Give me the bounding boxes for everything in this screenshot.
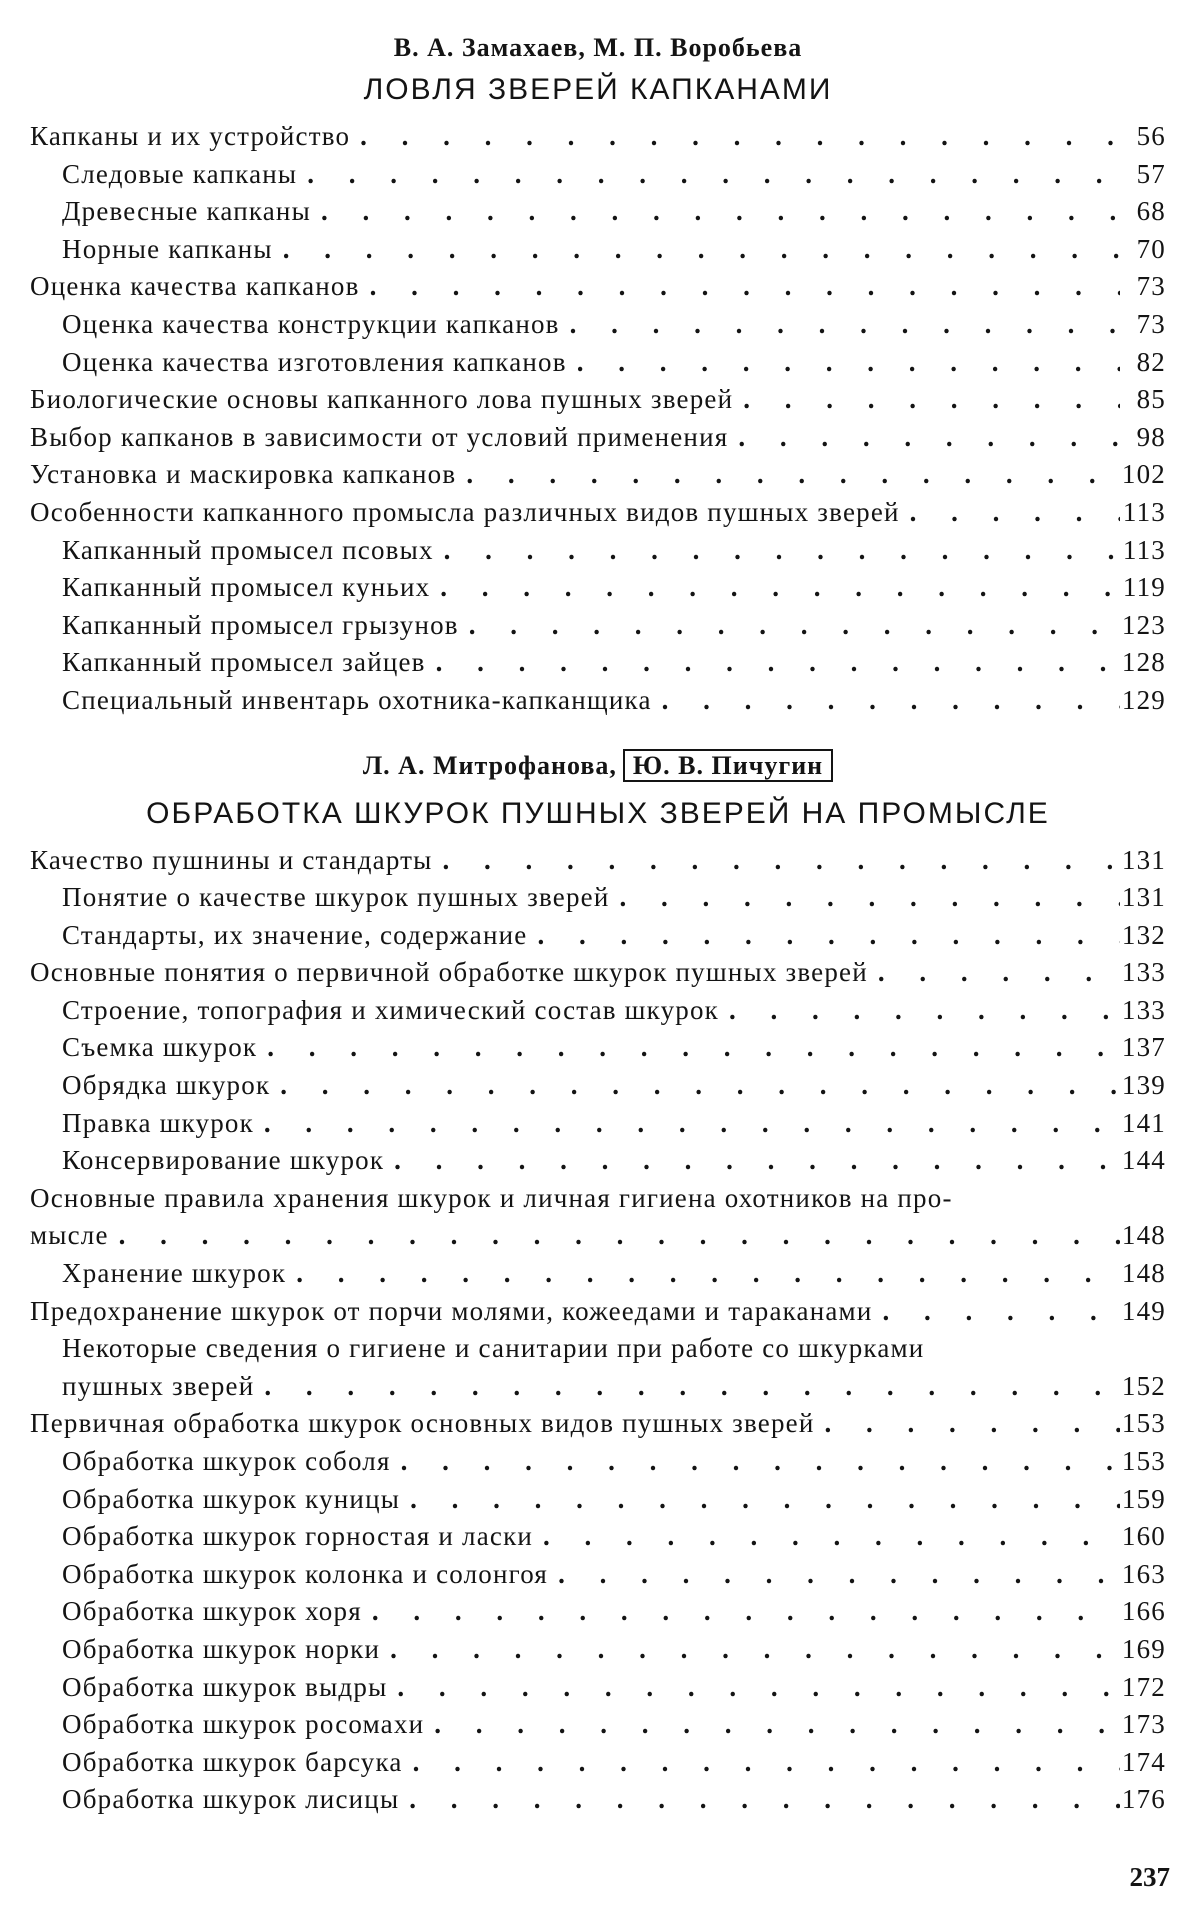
dot-leader	[652, 682, 1120, 720]
toc-entry-label: Съемка шкурок	[62, 1032, 258, 1063]
toc-entry	[30, 532, 1166, 570]
toc-entry-label: Строение, топография и химический состав шкурок	[62, 994, 720, 1025]
toc-entry-label: Стандарты, их значение, содержание	[62, 919, 528, 950]
toc-entry	[30, 644, 1166, 682]
toc-entry	[30, 268, 1166, 306]
toc-entry-last-line	[62, 1368, 1166, 1406]
toc-entry-page: 133	[1121, 957, 1166, 988]
dot-leader	[400, 1481, 1120, 1519]
toc-entry-page: 137	[1121, 1032, 1166, 1063]
toc-entry-page: 82	[1136, 346, 1166, 377]
toc-entry	[30, 494, 1166, 532]
toc-entry-label: Оценка качества конструкции капканов	[62, 308, 560, 339]
toc-entry	[30, 419, 1166, 457]
dot-leader	[257, 1029, 1120, 1067]
dot-leader	[297, 156, 1120, 194]
toc-entry-page: 73	[1136, 271, 1166, 302]
toc-entry	[30, 992, 1166, 1030]
toc-entry-page: 98	[1136, 421, 1166, 452]
dot-leader	[286, 1255, 1120, 1293]
toc-entry-label: Капканный промысел куньих	[62, 572, 431, 603]
section2-authors-boxed: Ю. В. Пичугин	[623, 749, 833, 782]
toc-entry-page: 153	[1121, 1408, 1166, 1439]
toc-entry-page: 123	[1121, 609, 1166, 640]
toc-entry	[30, 381, 1166, 419]
toc-entry-page: 153	[1121, 1446, 1166, 1476]
dot-leader	[548, 1556, 1120, 1594]
toc-entry-label: Установка и маскировка капканов	[30, 459, 457, 490]
toc-entry-page: 148	[1121, 1258, 1166, 1289]
toc-entry	[30, 1443, 1166, 1481]
toc-entry-page: 159	[1121, 1483, 1166, 1514]
toc-entry	[30, 193, 1166, 231]
toc-entry-label: Оценка качества капканов	[30, 271, 360, 302]
toc-entry-label: Некоторые сведения о гигиене и санитарии при работе со шкурками	[62, 1333, 925, 1364]
dot-leader	[728, 419, 1120, 457]
toc-entry-label: Понятие о качестве шкурок пушных зверей	[62, 882, 610, 913]
dot-leader	[434, 532, 1120, 570]
toc-entry-page: 173	[1121, 1709, 1166, 1740]
toc-entry-label: Консервирование шкурок	[62, 1145, 385, 1176]
toc-entry-page: 128	[1121, 647, 1166, 678]
toc-entry-label: Основные правила хранения шкурок и личная гигиена охотников на про-	[30, 1182, 953, 1213]
dot-leader	[814, 1405, 1120, 1443]
toc-entry-label: Капканный промысел грызунов	[62, 609, 459, 640]
toc-entry-page: 152	[1121, 1370, 1166, 1401]
dot-leader	[109, 1217, 1120, 1255]
toc-entry	[30, 1067, 1166, 1105]
toc-entry-page: 139	[1121, 1070, 1166, 1101]
toc-entry-label: Основные понятия о первичной обработке шкурок пушных зверей	[30, 957, 868, 988]
dot-leader	[399, 1781, 1120, 1819]
toc-entry-page: 141	[1121, 1107, 1166, 1138]
dot-leader	[311, 193, 1120, 231]
toc-entry	[30, 1105, 1166, 1143]
dot-leader	[424, 1706, 1120, 1744]
toc-entry	[30, 1631, 1166, 1669]
toc-entry-page: 113	[1122, 496, 1166, 527]
toc-entry-page: 102	[1121, 459, 1166, 490]
toc-entry	[30, 1029, 1166, 1067]
section1-authors-text: В. А. Замахаев, М. П. Воробьева	[393, 33, 803, 62]
dot-leader	[733, 381, 1120, 419]
dot-leader	[273, 231, 1120, 269]
toc-entry-label: Следовые капканы	[62, 158, 298, 189]
toc-entry-page: 68	[1136, 196, 1166, 227]
toc-entry	[30, 1142, 1166, 1180]
dot-leader	[433, 842, 1120, 880]
toc-page	[30, 28, 1166, 1819]
dot-leader	[254, 1368, 1120, 1406]
section1-title: ЛОВЛЯ ЗВЕРЕЙ КАПКАНАМИ	[363, 73, 833, 106]
toc-entry-page: 132	[1121, 919, 1166, 950]
toc-entry-label: Правка шкурок	[62, 1107, 254, 1138]
section2-toc	[30, 842, 1166, 1819]
toc-entry-page: 163	[1121, 1558, 1166, 1589]
toc-entry-label: Качество пушнины и стандарты	[30, 844, 433, 875]
toc-entry	[30, 607, 1166, 645]
toc-entry-label: Особенности капканного промысла различных видов пушных зверей	[30, 496, 900, 527]
dot-leader	[459, 607, 1120, 645]
toc-entry-page: 160	[1121, 1521, 1166, 1552]
toc-entry	[30, 1180, 1166, 1255]
section-gap	[30, 720, 1166, 746]
toc-entry	[30, 1706, 1166, 1744]
toc-entry-page: 57	[1136, 158, 1166, 189]
toc-entry-label: Первичная обработка шкурок основных видов пушных зверей	[30, 1408, 815, 1439]
dot-leader	[456, 456, 1120, 494]
toc-entry-page: 70	[1136, 233, 1166, 264]
section2-authors	[30, 746, 1166, 786]
toc-entry-page: 131	[1121, 882, 1166, 913]
toc-entry-label: Выбор капканов в зависимости от условий применения	[30, 421, 729, 452]
dot-leader	[387, 1669, 1120, 1707]
toc-entry	[30, 569, 1166, 607]
toc-entry-page: 129	[1121, 684, 1166, 715]
dot-leader	[384, 1142, 1120, 1180]
toc-entry-label-cont: мысле	[30, 1220, 109, 1251]
dot-leader	[567, 344, 1120, 382]
toc-entry-label: Обработка шкурок соболя	[62, 1446, 391, 1476]
toc-entry-page: 176	[1121, 1784, 1166, 1815]
dot-leader	[533, 1518, 1120, 1556]
toc-entry-page: 172	[1121, 1671, 1166, 1702]
toc-entry-page: 166	[1121, 1596, 1166, 1627]
section2-title: ОБРАБОТКА ШКУРОК ПУШНЫХ ЗВЕРЕЙ НА ПРОМЫСЛЕ	[146, 796, 1050, 830]
toc-entry	[30, 1330, 1166, 1405]
dot-leader	[873, 1293, 1121, 1331]
toc-entry-label: Обрядка шкурок	[62, 1070, 271, 1101]
toc-entry	[30, 682, 1166, 720]
dot-leader	[391, 1443, 1120, 1481]
toc-entry-page: 113	[1122, 534, 1166, 565]
toc-entry-label: Капканы и их устройство	[30, 121, 351, 151]
toc-entry-label: Обработка шкурок куницы	[62, 1483, 401, 1514]
toc-entry	[30, 344, 1166, 382]
dot-leader	[719, 992, 1120, 1030]
toc-entry-page: 149	[1121, 1295, 1166, 1326]
toc-entry	[30, 118, 1166, 156]
toc-entry-page: 169	[1121, 1633, 1166, 1664]
toc-entry-label: Капканный промысел зайцев	[62, 647, 426, 678]
section2-authors-text: Л. А. Митрофанова,	[362, 750, 617, 780]
dot-leader	[900, 494, 1120, 532]
dot-leader	[362, 1593, 1120, 1631]
toc-entry-label: Обработка шкурок лисицы	[62, 1784, 400, 1815]
dot-leader	[270, 1067, 1120, 1105]
dot-leader	[254, 1105, 1120, 1143]
toc-entry-label: Капканный промысел псовых	[62, 534, 434, 565]
toc-entry-label: Специальный инвентарь охотника-капканщика	[62, 684, 652, 715]
toc-entry-page: 119	[1122, 572, 1166, 603]
toc-entry-last-line	[30, 1217, 1166, 1255]
toc-entry	[30, 231, 1166, 269]
toc-entry-label: Древесные капканы	[62, 196, 311, 227]
toc-entry-page: 174	[1121, 1746, 1166, 1777]
dot-leader	[560, 306, 1120, 344]
toc-entry-label: Обработка шкурок хоря	[62, 1596, 362, 1627]
toc-entry-label: Хранение шкурок	[62, 1258, 287, 1289]
toc-entry-label: Норные капканы	[62, 233, 273, 264]
dot-leader	[380, 1631, 1120, 1669]
toc-entry	[30, 456, 1166, 494]
toc-entry-label: Обработка шкурок выдры	[62, 1671, 388, 1702]
page-number: 237	[1129, 1862, 1170, 1892]
toc-entry-page: 144	[1121, 1145, 1166, 1176]
toc-entry-page: 148	[1121, 1220, 1166, 1251]
toc-entry-page: 85	[1136, 384, 1166, 415]
toc-entry-page: 133	[1121, 994, 1166, 1025]
toc-entry	[30, 879, 1166, 917]
toc-entry-label: Обработка шкурок норки	[62, 1633, 381, 1664]
toc-entry	[30, 954, 1166, 992]
dot-leader	[430, 569, 1120, 607]
toc-entry	[30, 1405, 1166, 1443]
toc-entry-label: Обработка шкурок росомахи	[62, 1709, 425, 1740]
toc-entry	[30, 1255, 1166, 1293]
dot-leader	[426, 644, 1120, 682]
dot-leader	[868, 954, 1120, 992]
section1-authors	[30, 28, 1166, 68]
toc-entry-label: Биологические основы капканного лова пушных зверей	[30, 384, 734, 415]
toc-entry	[30, 1556, 1166, 1594]
dot-leader	[610, 879, 1121, 917]
toc-entry	[30, 1481, 1166, 1519]
dot-leader	[350, 118, 1120, 156]
toc-entry	[30, 1593, 1166, 1631]
dot-leader	[527, 917, 1120, 955]
toc-entry	[30, 1744, 1166, 1782]
toc-entry-label: Обработка шкурок колонка и солонгоя	[62, 1558, 549, 1589]
toc-entry-label: Предохранение шкурок от порчи молями, кожеедами и тараканами	[30, 1295, 873, 1326]
toc-entry	[30, 1781, 1166, 1819]
dot-leader	[360, 268, 1120, 306]
toc-entry-label: Оценка качества изготовления капканов	[62, 346, 567, 377]
toc-entry	[30, 917, 1166, 955]
toc-entry	[30, 156, 1166, 194]
toc-entry-label-cont: пушных зверей	[62, 1370, 255, 1401]
toc-entry-label: Обработка шкурок горностая и ласки	[62, 1521, 534, 1552]
toc-entry	[30, 1518, 1166, 1556]
toc-entry	[30, 306, 1166, 344]
toc-entry-page: 73	[1136, 308, 1166, 339]
section1-toc	[30, 118, 1166, 720]
toc-entry-label: Обработка шкурок барсука	[62, 1746, 403, 1777]
toc-entry-page: 56	[1136, 121, 1166, 151]
toc-entry	[30, 1669, 1166, 1707]
toc-entry-page: 131	[1121, 844, 1166, 875]
toc-entry	[30, 1293, 1166, 1331]
toc-entry	[30, 842, 1166, 880]
dot-leader	[403, 1744, 1120, 1782]
